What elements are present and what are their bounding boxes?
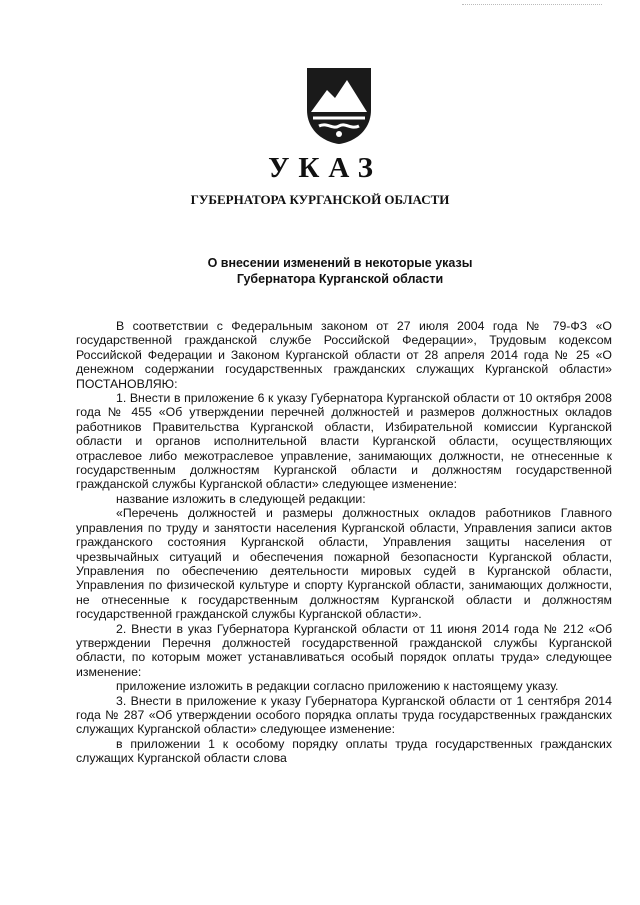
document-body xyxy=(76,319,612,766)
item-1-instruction: название изложить в следующей редакции: xyxy=(116,491,366,506)
item-3-instruction: в приложении 1 к особому порядку оплаты труда государственных гражданских служащих Курганской области слова xyxy=(76,736,612,766)
document-subject-line-2: Губернатора Курганской области xyxy=(236,272,444,286)
item-1-new-title: «Перечень должностей и размеры должностных окладов работников Главного управления по труду и занятости населения Курганской области, Управления записи актов гражданского состояния Курганской области, Управления защиты населения от чрезвычайных ситуаций и обеспечения пожарной безопасности Курганской области, Управления по обеспечению деятельности мировых судей в Курганской области, Управления по физической культуре и спорту Курганской области, занимающих должности, не отнесенные к государственным должностям Курганской области и должностям государственной гражданской службы Курганской области». xyxy=(76,506,612,622)
document-subject-line-1: О внесении изменений в некоторые указы xyxy=(207,256,473,270)
decree-title: УКАЗ xyxy=(268,152,382,184)
preamble-paragraph: В соответствии с Федеральным законом от 27 июля 2004 года № 79-ФЗ «О государственной гражданской службе Российской Федерации», Трудовым кодексом Российской Федерации и Законом Курганской области от 28 апреля 2014 года № 25 «О денежном содержании государственных гражданских служащих Курганской области» ПОСТАНОВЛЯЮ: xyxy=(76,319,612,391)
item-2-paragraph: 2. Внести в указ Губернатора Курганской области от 11 июня 2014 года № 212 «Об утверждении Перечня должностей государственной гражданской службы Курганской области, по которым может устанавливаться особый порядок оплаты труда» следующее изменение: xyxy=(76,621,612,679)
issuing-authority: ГУБЕРНАТОРА КУРГАНСКОЙ ОБЛАСТИ xyxy=(190,192,450,207)
item-3-paragraph: 3. Внести в приложение к указу Губернатора Курганской области от 1 сентября 2014 года № 287 «Об утверждении особого порядка оплаты труда государственных гражданских служащих Курганской области» следующее изменение: xyxy=(76,693,612,737)
coat-of-arms-emblem xyxy=(303,66,375,146)
scan-artifact xyxy=(462,4,602,8)
item-1-paragraph: 1. Внести в приложение 6 к указу Губернатора Курганской области от 10 октября 2008 года № 455 «Об утверждении перечней должностей и размеров должностных окладов работников Правительства Курганской области, Избирательной комиссии Курганской области и органов исполнительной власти Курганской области, осуществляющих отраслевое либо межотраслевое управление, занимающих должности, не отнесенные к государственным должностям Курганской области и должностям государственной гражданской службы Курганской области» следующее изменение: xyxy=(76,391,612,492)
item-2-instruction: приложение изложить в редакции согласно приложению к настоящему указу. xyxy=(116,679,559,694)
document-subject xyxy=(160,255,520,287)
